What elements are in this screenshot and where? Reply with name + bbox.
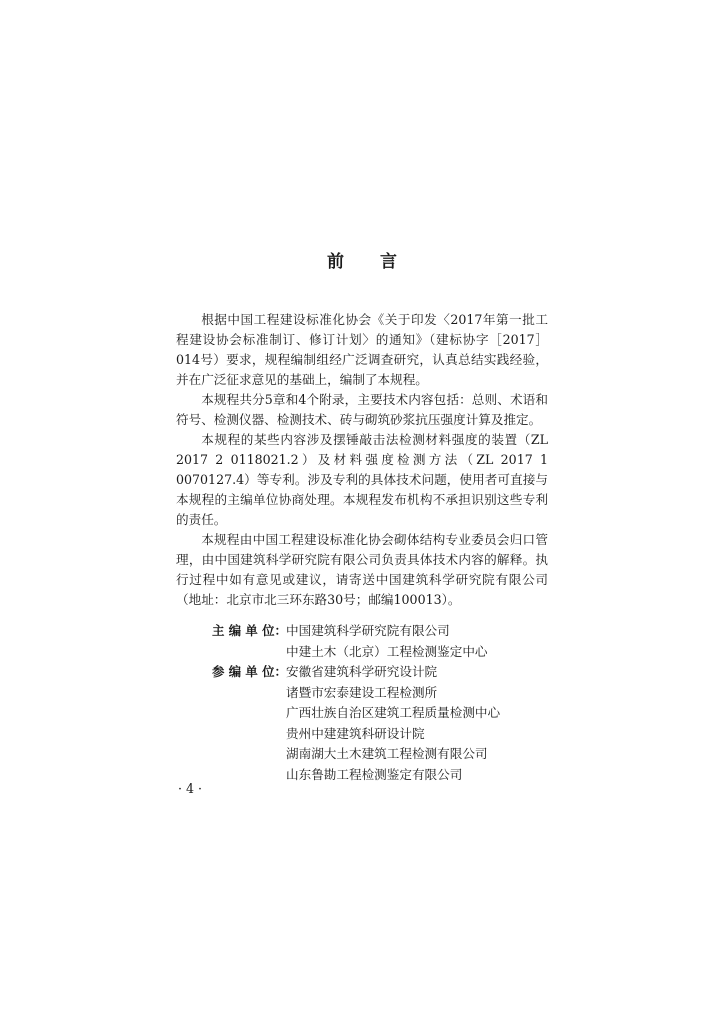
participating-unit-row [212, 703, 500, 724]
chief-unit-name: 中国建筑科学研究院有限公司 [286, 623, 450, 638]
paragraph-3: 本规程的某些内容涉及摆锤敲击法检测材料强度的装置（ZL 2017 2 0118021.2）及材料强度检测方法（ZL 2017 1 0070127.4）等专利。涉及专利的具体技术问题，使用者可直接与本规程的主编单位协商处理。本规程发布机构不承担识别这些专利的责任。 [176, 432, 548, 527]
participating-unit-name: 贵州中建建筑科研设计院 [286, 725, 425, 741]
chief-unit-row [212, 642, 500, 663]
page-number: · 4 · [178, 781, 203, 796]
participating-unit-name: 山东鲁勘工程检测鉴定有限公司 [286, 766, 463, 782]
participating-unit-row [212, 662, 500, 683]
participating-units-label: 参 编 单 位： [212, 664, 287, 679]
paragraph-4: 本规程由中国工程建设标准化协会砌体结构专业委员会归口管理，由中国建筑科学研究院有限公司负责具体技术内容的解释。执行过程中如有意见或建议，请寄送中国建筑科学研究院有限公司（地址：北京市北三环东路30号；邮编100013）。 [176, 532, 548, 607]
paragraph-1: 根据中国工程建设标准化协会《关于印发〈2017年第一批工程建设协会标准制订、修订计划〉的通知》（建标协字［2017］014号）要求，规程编制组经广泛调查研究，认真总结实践经验，并在广泛征求意见的基础上，编制了本规程。 [176, 312, 548, 387]
paragraph-2: 本规程共分5章和4个附录，主要技术内容包括：总则、术语和符号、检测仪器、检测技术、砖与砌筑砂浆抗压强度计算及推定。 [176, 392, 548, 427]
chief-unit-name: 中建土木（北京）工程检测鉴定中心 [286, 643, 488, 659]
participating-unit-row [212, 744, 500, 765]
page-title: 前言 [327, 252, 433, 272]
participating-unit-row [212, 724, 500, 745]
participating-unit-name: 安徽省建筑科学研究设计院 [286, 664, 438, 679]
participating-unit-name: 诸暨市宏泰建设工程检测所 [286, 684, 438, 700]
participating-unit-row [212, 683, 500, 704]
chief-unit-row [212, 621, 500, 642]
participating-unit-name: 湖南湖大土木建筑工程检测有限公司 [286, 746, 488, 761]
preface-body [176, 310, 548, 610]
participating-unit-name: 广西壮族自治区建筑工程质量检测中心 [286, 705, 501, 720]
participating-unit-row [212, 765, 500, 786]
drafting-units [212, 621, 500, 785]
chief-units-label: 主 编 单 位： [212, 623, 287, 638]
